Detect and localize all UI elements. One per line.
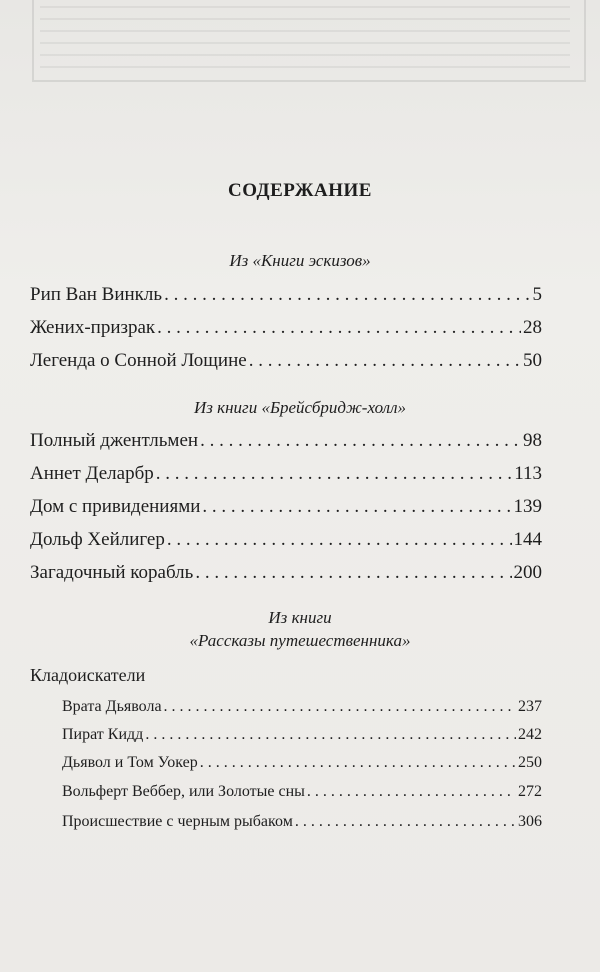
toc-entry-title: Рип Ван Винкль [30, 284, 163, 305]
toc-subentry [62, 813, 542, 831]
toc-entry-title: Загадочный корабль [30, 562, 194, 583]
toc-entry-title: Происшествие с черным рыбаком [62, 813, 293, 830]
toc-entry-page: 28 [523, 317, 542, 338]
toc-entry-page: 144 [513, 529, 542, 550]
toc-subentry [62, 726, 542, 744]
section-heading-tales-line1: Из книги [268, 608, 332, 627]
toc-entry [30, 496, 542, 518]
toc-entry-title: Дом с привидениями [30, 496, 201, 517]
leader-dots [295, 813, 516, 831]
toc-entry [30, 463, 542, 485]
leader-dots [164, 698, 516, 716]
section-heading-bracebridge-hall: Из книги «Брейсбридж-холл» [194, 398, 406, 417]
toc-entry-title: Полный джентльмен [30, 430, 199, 451]
leader-dots [307, 783, 516, 801]
toc-entry-page: 98 [523, 430, 542, 451]
toc-entry [30, 317, 542, 339]
page-title: СОДЕРЖАНИЕ [228, 180, 372, 201]
toc-entry-page: 113 [514, 463, 542, 484]
bleed-through-text [40, 6, 570, 76]
toc-subentry [62, 698, 542, 716]
toc-entry-page: 237 [518, 698, 542, 715]
group-label-treasure-seekers: Кладоискатели [30, 665, 146, 685]
toc-entry-page: 50 [523, 350, 542, 371]
leader-dots [195, 562, 511, 584]
toc-entry-page: 306 [518, 813, 542, 830]
leader-dots [202, 496, 511, 518]
leader-dots [167, 529, 512, 551]
toc-entry-title: Пират Кидд [62, 726, 144, 743]
toc-entry-page: 272 [518, 783, 542, 800]
toc-subentry [62, 783, 542, 801]
leader-dots [156, 463, 512, 485]
toc-entry-page: 250 [518, 754, 542, 771]
toc-entry [30, 562, 542, 584]
toc-entry-page: 139 [513, 496, 542, 517]
section-heading-sketch-book: Из «Книги эскизов» [229, 251, 371, 270]
toc-entry-page: 5 [532, 284, 542, 305]
leader-dots [164, 284, 530, 306]
toc-entry-page: 242 [518, 726, 542, 743]
leader-dots [200, 754, 516, 772]
toc-entry [30, 350, 542, 372]
toc-entry [30, 284, 542, 306]
toc-entry-title: Жених-призрак [30, 317, 156, 338]
toc-entry-page: 200 [513, 562, 542, 583]
leader-dots [200, 430, 521, 452]
toc-entry-title: Дольф Хейлигер [30, 529, 165, 550]
section-heading-tales-line2: «Рассказы путешественника» [189, 631, 411, 650]
toc-entry-title: Врата Дьявола [62, 698, 162, 715]
leader-dots [249, 350, 521, 372]
leader-dots [157, 317, 521, 339]
toc-entry [30, 430, 542, 452]
toc-entry-title: Вольферт Веббер, или Золотые сны [62, 783, 305, 800]
toc-subentry [62, 754, 542, 772]
toc-entry [30, 529, 542, 551]
toc-entry-title: Аннет Деларбр [30, 463, 154, 484]
toc-entry-title: Легенда о Сонной Лощине [30, 350, 247, 371]
leader-dots [145, 726, 516, 744]
toc-entry-title: Дьявол и Том Уокер [62, 754, 198, 771]
